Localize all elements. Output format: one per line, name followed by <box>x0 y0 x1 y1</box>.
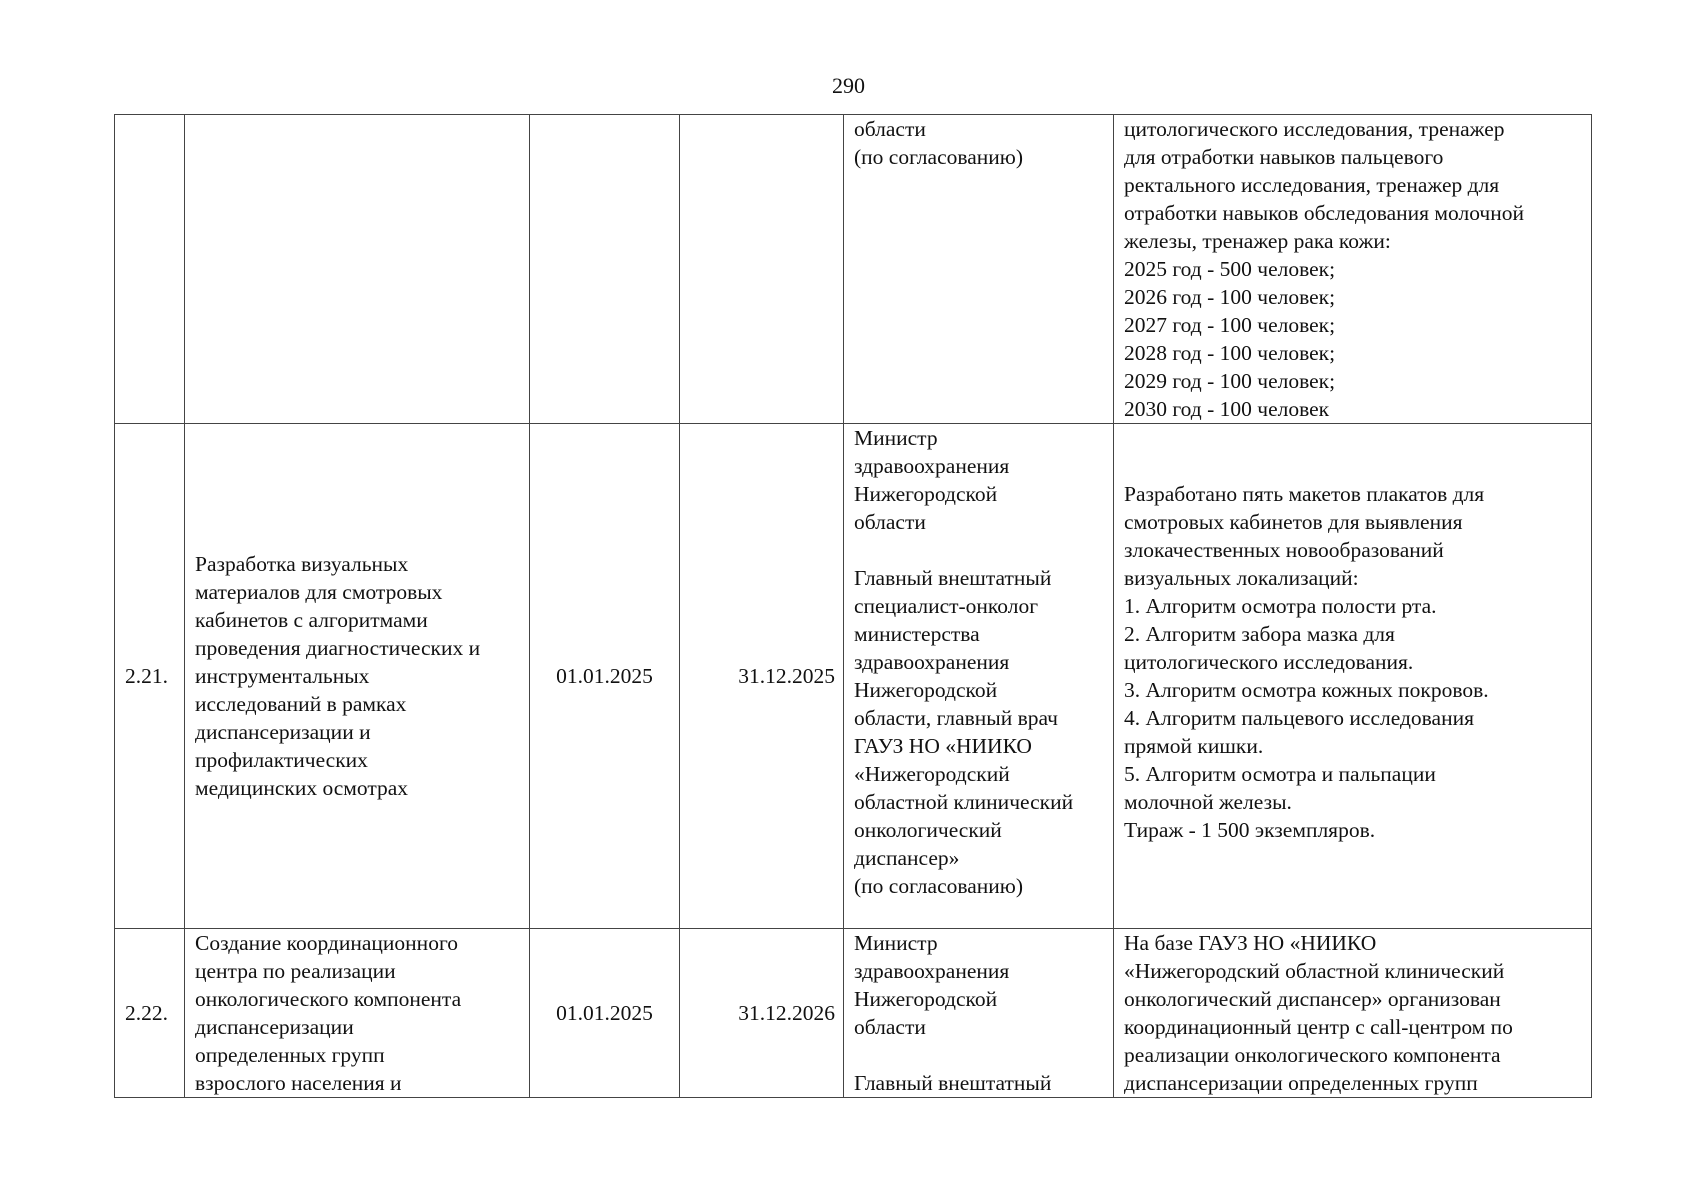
result-line: 5. Алгоритм осмотра и пальпации <box>1124 762 1436 786</box>
result-line: «Нижегородский областной клинический <box>1124 959 1505 983</box>
table-row-2-22 <box>115 929 1592 1098</box>
title-line: диспансеризации <box>195 1015 354 1039</box>
spacer <box>854 1041 1103 1069</box>
result-line: 1. Алгоритм осмотра полости рта. <box>1124 594 1437 618</box>
responsible-line: Главный внештатный <box>854 566 1052 590</box>
result-line: Тираж - 1 500 экземпляров. <box>1124 818 1376 842</box>
result-line: 2028 год - 100 человек; <box>1124 341 1336 365</box>
title-line: исследований в рамках <box>195 692 407 716</box>
result-cell <box>1114 424 1592 929</box>
result-line: Разработано пять макетов плакатов для <box>1124 482 1485 506</box>
responsible-line: области, главный врач <box>854 706 1058 730</box>
title-line: взрослого населения и <box>195 1071 402 1095</box>
spacer <box>854 536 1103 564</box>
responsible-line: Нижегородской <box>854 678 998 702</box>
title-line: материалов для смотровых <box>195 580 443 604</box>
measure-title-cell <box>185 424 530 929</box>
start-date-cell: 01.01.2025 <box>530 424 680 929</box>
responsible-line: ГАУЗ НО «НИИКО <box>854 734 1032 758</box>
title-line: проведения диагностических и <box>195 636 481 660</box>
table-row-2-21 <box>115 424 1592 929</box>
responsible-line: онкологический <box>854 818 1002 842</box>
end-date-cell <box>680 115 844 424</box>
responsible-cell <box>844 929 1114 1098</box>
title-line: Создание координационного <box>195 931 458 955</box>
result-line: отработки навыков обследования молочной <box>1124 201 1524 225</box>
result-line: прямой кишки. <box>1124 734 1264 758</box>
row-number-cell: 2.21. <box>115 424 185 929</box>
responsible-line: областной клинический <box>854 790 1074 814</box>
row-number-cell <box>115 115 185 424</box>
responsible-line: диспансер» <box>854 846 960 870</box>
result-line: злокачественных новообразований <box>1124 538 1444 562</box>
responsible-line: «Нижегородский <box>854 762 1010 786</box>
responsible-line: Нижегородской <box>854 482 998 506</box>
responsible-line: (по согласованию) <box>854 145 1024 169</box>
responsible-line: (по согласованию) <box>854 874 1024 898</box>
responsible-line: Министр <box>854 931 938 955</box>
result-line: для отработки навыков пальцевого <box>1124 145 1444 169</box>
responsible-line: Нижегородской <box>854 987 998 1011</box>
result-line: 2025 год - 500 человек; <box>1124 257 1336 281</box>
result-line: 2. Алгоритм забора мазка для <box>1124 622 1395 646</box>
title-line: профилактических <box>195 748 368 772</box>
result-line: 4. Алгоритм пальцевого исследования <box>1124 706 1474 730</box>
result-cell <box>1114 929 1592 1098</box>
result-cell <box>1114 115 1592 424</box>
table-row-continuation <box>115 115 1592 424</box>
responsible-line: здравоохранения <box>854 650 1010 674</box>
result-line: цитологического исследования, тренажер <box>1124 117 1505 141</box>
title-line: определенных групп <box>195 1043 385 1067</box>
responsible-line: министерства <box>854 622 980 646</box>
responsible-line: Министр <box>854 426 938 450</box>
start-date-cell <box>530 115 680 424</box>
row-number-cell: 2.22. <box>115 929 185 1098</box>
result-line: реализации онкологического компонента <box>1124 1043 1501 1067</box>
responsible-line: области <box>854 510 926 534</box>
end-date-cell: 31.12.2026 <box>680 929 844 1098</box>
plan-table <box>114 114 1592 1098</box>
result-line: 2029 год - 100 человек; <box>1124 369 1336 393</box>
result-line: визуальных локализаций: <box>1124 566 1359 590</box>
measure-title-cell <box>185 929 530 1098</box>
responsible-line: области <box>854 117 926 141</box>
responsible-cell <box>844 115 1114 424</box>
result-line: онкологический диспансер» организован <box>1124 987 1501 1011</box>
start-date-cell: 01.01.2025 <box>530 929 680 1098</box>
title-line: инструментальных <box>195 664 370 688</box>
result-line: 2027 год - 100 человек; <box>1124 313 1336 337</box>
result-line: 2026 год - 100 человек; <box>1124 285 1336 309</box>
result-line: диспансеризации определенных групп <box>1124 1071 1478 1095</box>
page-number: 290 <box>832 73 865 98</box>
result-line: железы, тренажер рака кожи: <box>1124 229 1391 253</box>
title-line: кабинетов с алгоритмами <box>195 608 428 632</box>
spacer <box>1124 424 1581 480</box>
end-date-cell: 31.12.2025 <box>680 424 844 929</box>
title-line: медицинских осмотрах <box>195 776 409 800</box>
result-line: координационный центр с call-центром по <box>1124 1015 1513 1039</box>
responsible-cell <box>844 424 1114 929</box>
result-line: молочной железы. <box>1124 790 1292 814</box>
result-line: ректального исследования, тренажер для <box>1124 173 1500 197</box>
result-line: 2030 год - 100 человек <box>1124 397 1330 421</box>
title-line: диспансеризации и <box>195 720 371 744</box>
responsible-line: области <box>854 1015 926 1039</box>
result-line: На базе ГАУЗ НО «НИИКО <box>1124 931 1377 955</box>
responsible-line: здравоохранения <box>854 959 1010 983</box>
responsible-line: специалист-онколог <box>854 594 1039 618</box>
responsible-line: здравоохранения <box>854 454 1010 478</box>
result-line: 3. Алгоритм осмотра кожных покровов. <box>1124 678 1489 702</box>
result-line: цитологического исследования. <box>1124 650 1414 674</box>
measure-title-cell <box>185 115 530 424</box>
title-line: центра по реализации <box>195 959 396 983</box>
result-line: смотровых кабинетов для выявления <box>1124 510 1463 534</box>
responsible-line: Главный внештатный <box>854 1071 1052 1095</box>
title-line: онкологического компонента <box>195 987 462 1011</box>
title-line: Разработка визуальных <box>195 552 409 576</box>
